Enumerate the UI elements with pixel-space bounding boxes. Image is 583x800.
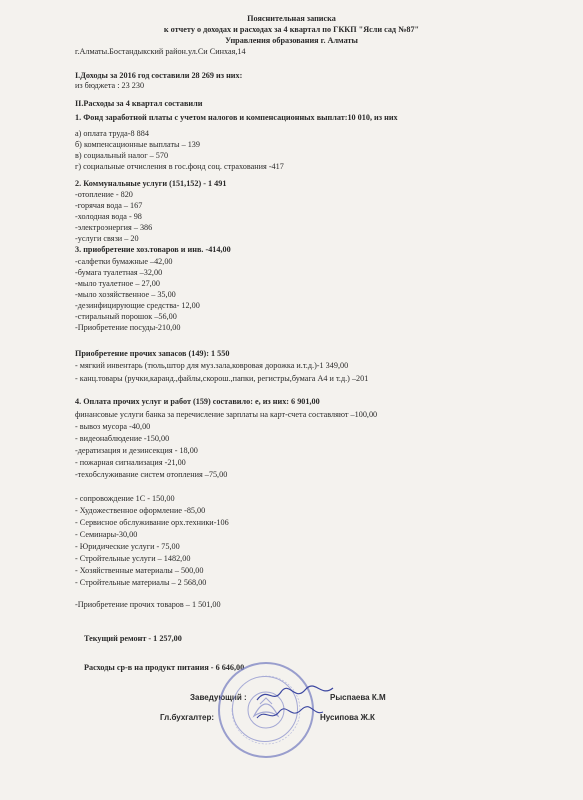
other-goods-line: -Приобретение прочих товаров – 1 501,00 <box>75 600 221 609</box>
section4-item: - Юридические услуги - 75,00 <box>75 542 180 551</box>
section4-item: -техобслуживание систем отопления –75,00 <box>75 470 228 479</box>
expenses-heading: II.Расходы за 4 квартал составили <box>75 99 203 108</box>
section4-item: финансовые услуги банка за перечисление зарплаты на карт-счета составляют –100,00 <box>75 410 378 419</box>
section3-item: -стиральный порошок –56,00 <box>75 312 177 321</box>
section3-item: -салфетки бумажные –42,00 <box>75 257 173 266</box>
section3-item: -дезинфицирующие средства- 12,00 <box>75 301 200 310</box>
section2-item: -отопление - 820 <box>75 190 133 199</box>
section4-item: - Художественное оформление -85,00 <box>75 506 206 515</box>
section3-item: -мыло хозяйственное – 35,00 <box>75 290 176 299</box>
section4-item: - Семинары-30,00 <box>75 530 138 539</box>
accountant-label: Гл.бухгалтер: <box>160 713 215 722</box>
section1-item: а) оплата труда-8 884 <box>75 129 149 138</box>
document-title: Пояснительная записка <box>247 14 336 23</box>
section4-item: - пожарная сигнализация -21,00 <box>75 458 186 467</box>
section4-item: - Хозяйственные материалы – 500,00 <box>75 566 204 575</box>
income-heading: I.Доходы за 2016 год составили 28 269 из них: <box>75 71 243 80</box>
document-subtitle: к отчету о доходах и расходах за 4 квартал по ГККП "Ясли сад №87" <box>163 25 420 34</box>
section4-item: - видеонаблюдение -150,00 <box>75 434 170 443</box>
section4-item: - сопровождение 1С - 150,00 <box>75 494 175 503</box>
section2-item: -холодная вода - 98 <box>75 212 142 221</box>
section4-item: - вывоз мусора -40,00 <box>75 422 151 431</box>
accountant-signature <box>255 704 325 724</box>
section1-item: г) социальные отчисления в гос.фонд соц. страхования -417 <box>75 162 284 171</box>
repair-line: Текущий ремонт - 1 257,00 <box>84 634 182 643</box>
section2-title: 2. Коммунальные услуги (151,152) - 1 491 <box>75 179 227 188</box>
head-name: Рыспаева К.М <box>330 693 386 702</box>
section1-title: 1. Фонд заработной платы с учетом налогов и компенсационных выплат:10 010, из них <box>75 113 398 122</box>
section4-item: - Стройтельные услуги – 1482,00 <box>75 554 191 563</box>
section4-item: - Стройтельные материалы – 2 568,00 <box>75 578 207 587</box>
organization-name: Управления образования г. Алматы <box>225 36 358 45</box>
head-signature <box>255 684 335 706</box>
other-supplies-item: - канц.товары (ручки,каранд.,файлы,скорош.,папки, регистры,бумага А4 и т.д.) –201 <box>75 374 369 383</box>
income-budget: из бюджета : 23 230 <box>75 81 145 90</box>
section3-item: -Приобретение посуды-210,00 <box>75 323 181 332</box>
section2-item: -услуги связи – 20 <box>75 234 139 243</box>
section1-item: в) социальный налог – 570 <box>75 151 169 160</box>
accountant-name: Нусипова Ж.К <box>320 713 375 722</box>
section3-item: -мыло туалетное – 27,00 <box>75 279 160 288</box>
section4-item: -дератизация и дезинсекция - 18,00 <box>75 446 198 455</box>
other-supplies-title: Приобретение прочих запасов (149): 1 550 <box>75 349 230 358</box>
address-line: г.Алматы.Бостандыкский район.ул.Си Синхая,14 <box>75 47 246 56</box>
section1-item: б) компенсационные выплаты – 139 <box>75 140 200 149</box>
section4-item: - Сервисное обслуживание орх.техники-106 <box>75 518 229 527</box>
section2-item: -горячая вода – 167 <box>75 201 143 210</box>
section4-title: 4. Оплата прочих услуг и работ (159) составило: е, из них: 6 901,00 <box>75 397 320 406</box>
section3-title: 3. приобретение хоз.товаров и инв. -414,00 <box>75 245 231 254</box>
section3-item: -бумага туалетная –32,00 <box>75 268 163 277</box>
head-label: Заведующий : <box>190 693 247 702</box>
section2-item: -электроэнергия – 386 <box>75 223 153 232</box>
food-line: Расходы ср-в на продукт питания - 6 646,00 <box>84 663 245 672</box>
other-supplies-item: - мягкий инвентарь (тюль,штор для муз.зала,ковровая дорожка и.т.д.)-1 349,00 <box>75 361 349 370</box>
